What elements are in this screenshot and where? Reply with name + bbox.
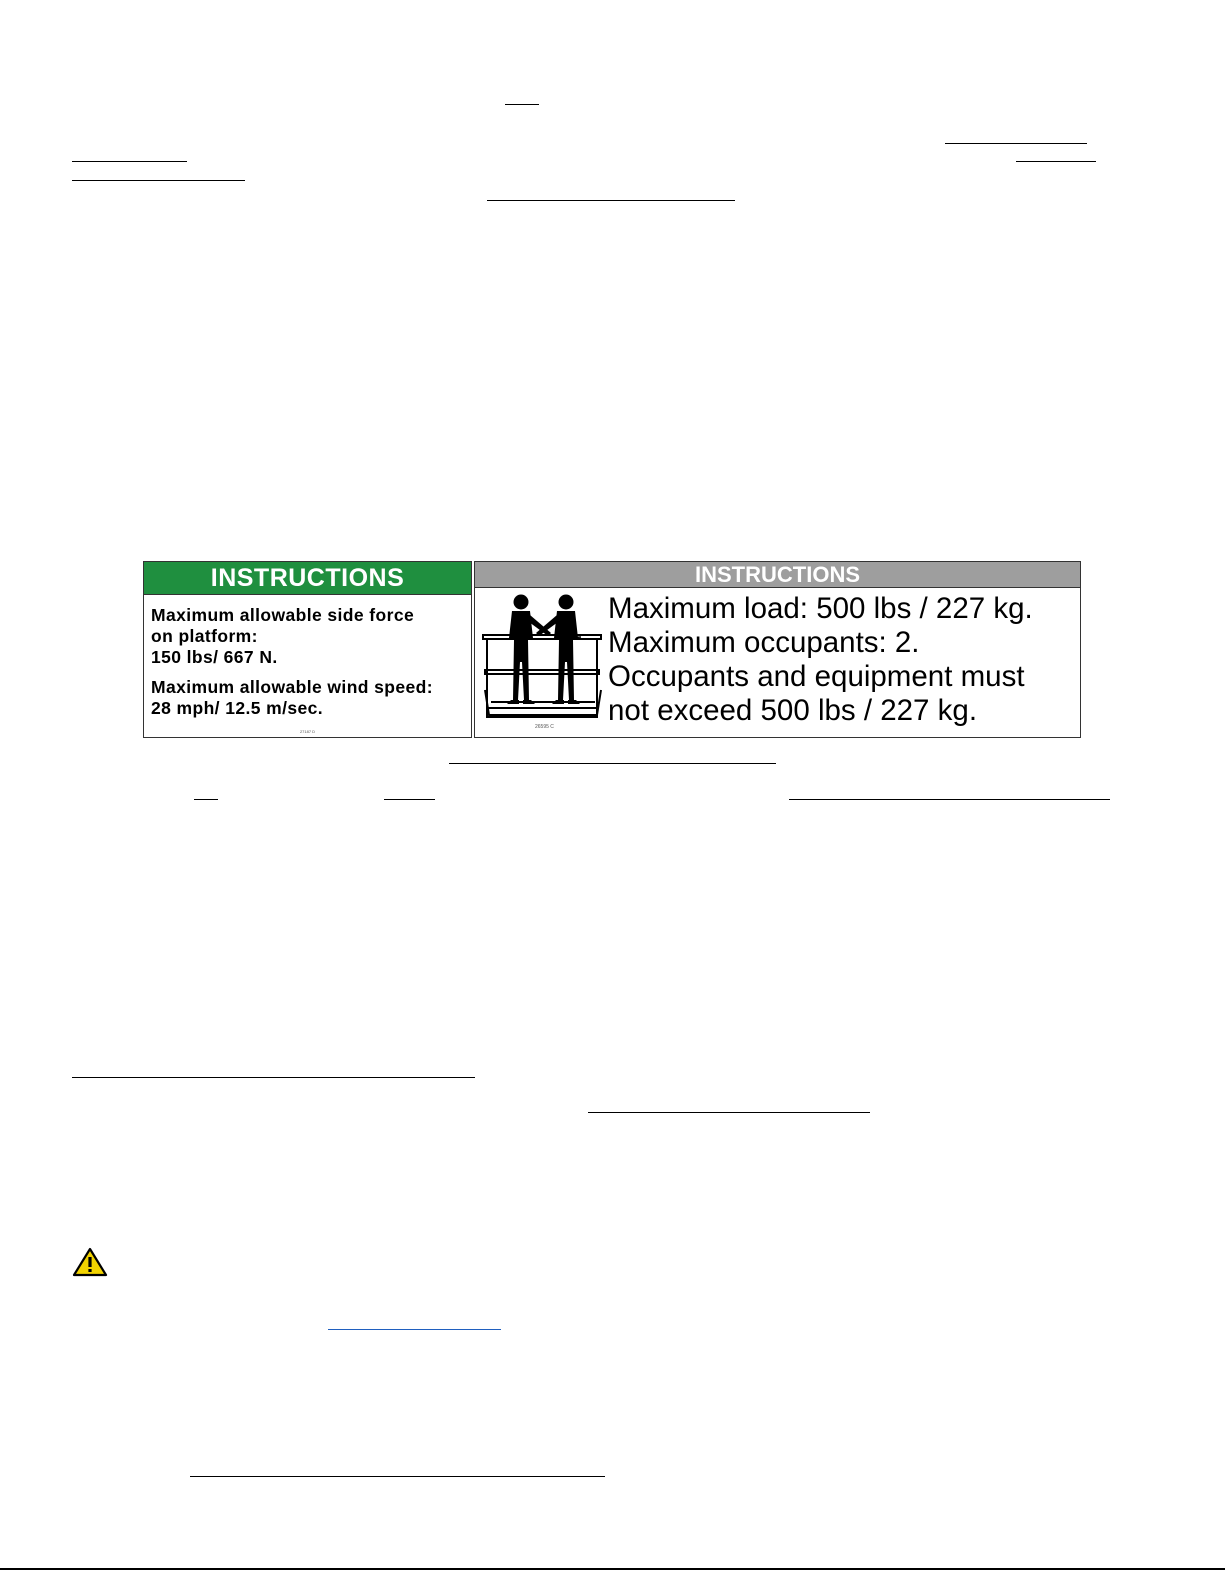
decal-line: Occupants and equipment must bbox=[608, 660, 1025, 693]
underline-3 bbox=[72, 161, 187, 162]
hyperlink-underline[interactable] bbox=[328, 1329, 501, 1330]
decal-line: not exceed 500 lbs / 227 kg. bbox=[608, 694, 978, 727]
decal-line: on platform: bbox=[151, 626, 258, 646]
underline-7 bbox=[449, 763, 776, 764]
load-instructions-decal bbox=[474, 561, 1081, 738]
decal-line: 28 mph/ 12.5 m/sec. bbox=[151, 698, 323, 718]
underline-8 bbox=[194, 799, 218, 800]
footer-rule bbox=[0, 1568, 1225, 1570]
side-force-instructions-decal bbox=[143, 561, 472, 738]
decal-line: Maximum allowable wind speed: bbox=[151, 677, 433, 697]
warning-triangle-icon bbox=[72, 1247, 108, 1277]
decal-header: INSTRUCTIONS bbox=[144, 562, 471, 595]
underline-9 bbox=[384, 799, 435, 800]
underline-5 bbox=[72, 180, 245, 181]
decal-line: Maximum allowable side force bbox=[151, 605, 415, 625]
decal-part-code: 26595 C bbox=[535, 724, 554, 730]
platform-occupants-icon bbox=[481, 590, 605, 736]
underline-12 bbox=[588, 1112, 870, 1113]
decal-line: Maximum occupants: 2. bbox=[608, 626, 920, 659]
underline-6 bbox=[487, 200, 735, 201]
decal-line: 150 lbs/ 667 N. bbox=[151, 647, 278, 667]
underline-4 bbox=[1016, 161, 1096, 162]
decal-line: Maximum load: 500 lbs / 227 kg. bbox=[608, 592, 1033, 625]
underline-1 bbox=[505, 104, 539, 105]
underline-13 bbox=[190, 1476, 605, 1477]
underline-11 bbox=[72, 1077, 475, 1078]
underline-10 bbox=[789, 799, 1110, 800]
decal-part-code: 27187 D bbox=[299, 729, 316, 734]
decal-header: INSTRUCTIONS bbox=[475, 562, 1080, 588]
underline-2 bbox=[945, 143, 1087, 144]
